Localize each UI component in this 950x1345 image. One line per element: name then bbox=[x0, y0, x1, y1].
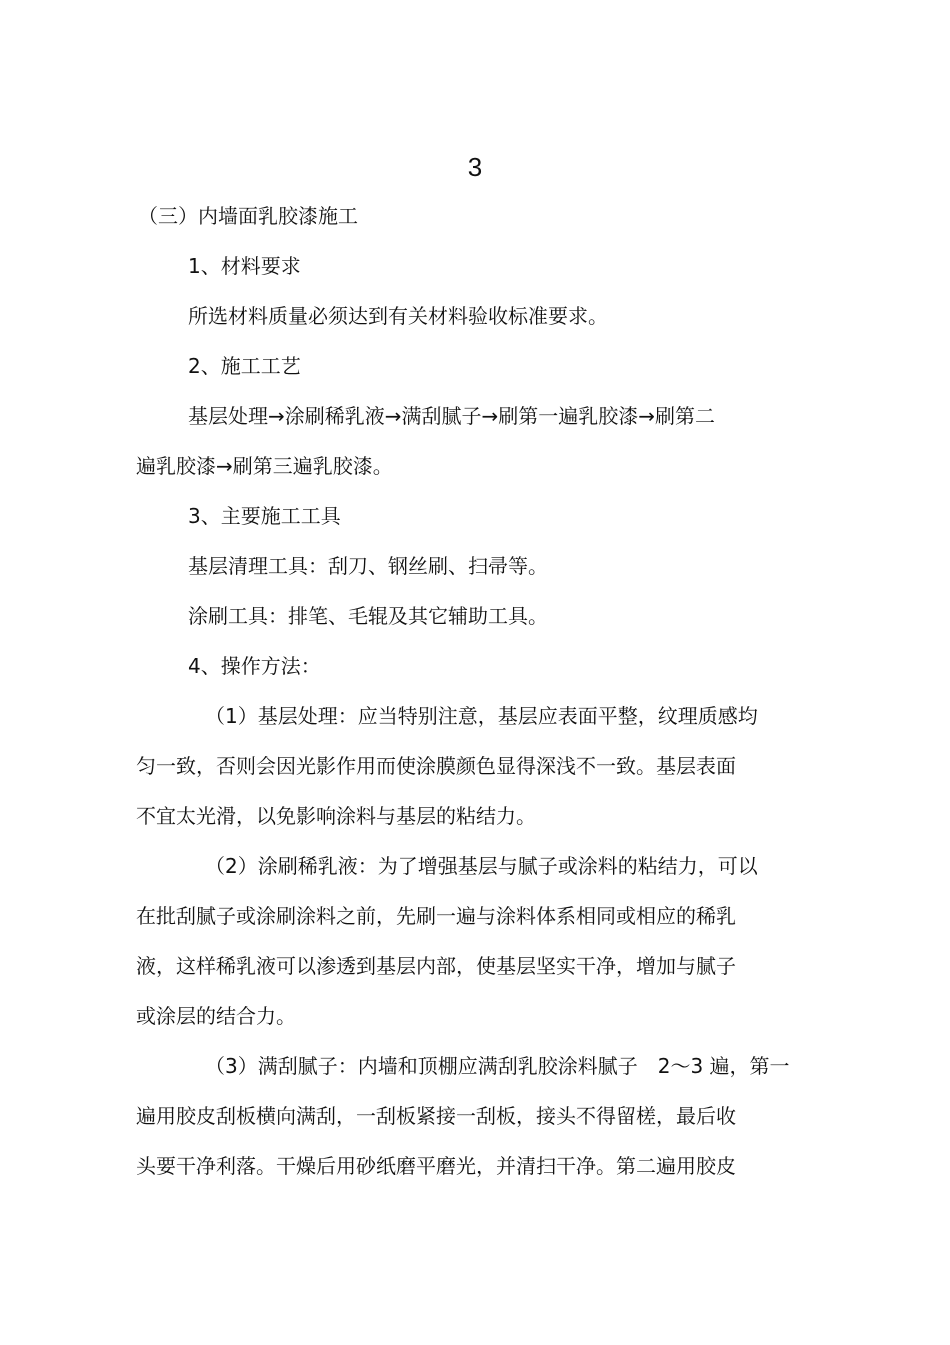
tools-text-line: 基层清理工具：刮刀、钢丝刷、扫帚等。 bbox=[188, 554, 548, 578]
section-heading: （三）内墙面乳胶漆施工 bbox=[138, 204, 358, 228]
method-2-line: 液，这样稀乳液可以渗透到基层内部，使基层坚实干净，增加与腻子 bbox=[136, 954, 736, 978]
page-number: 3 bbox=[467, 152, 483, 182]
method-2-line: 在批刮腻子或涂刷涂料之前，先刷一遍与涂料体系相同或相应的稀乳 bbox=[136, 904, 736, 928]
method-1-line: 匀一致，否则会因光影作用而使涂膜颜色显得深浅不一致。基层表面 bbox=[136, 754, 736, 778]
tools-text-line: 涂刷工具：排笔、毛辊及其它辅助工具。 bbox=[188, 604, 548, 628]
process-text-line: 基层处理→涂刷稀乳液→满刮腻子→刷第一遍乳胶漆→刷第二 bbox=[188, 404, 716, 428]
method-3-line: 头要干净利落。干燥后用砂纸磨平磨光，并清扫干净。第二遍用胶皮 bbox=[136, 1154, 736, 1178]
method-3-line: （3）满刮腻子：内墙和顶棚应满刮乳胶涂料腻子 2～3 遍，第一 bbox=[205, 1054, 790, 1078]
method-heading: 4、操作方法： bbox=[188, 654, 321, 678]
method-1-line: 不宜太光滑，以免影响涂料与基层的粘结力。 bbox=[136, 804, 536, 828]
method-2-line: （2）涂刷稀乳液：为了增强基层与腻子或涂料的粘结力，可以 bbox=[205, 854, 758, 878]
process-heading: 2、施工工艺 bbox=[188, 354, 301, 378]
materials-heading: 1、材料要求 bbox=[188, 254, 301, 278]
tools-heading: 3、主要施工工具 bbox=[188, 504, 341, 528]
method-3-line: 遍用胶皮刮板横向满刮，一刮板紧接一刮板，接头不得留槎，最后收 bbox=[136, 1104, 736, 1128]
materials-text: 所选材料质量必须达到有关材料验收标准要求。 bbox=[188, 304, 608, 328]
process-text-line: 遍乳胶漆→刷第三遍乳胶漆。 bbox=[136, 454, 393, 478]
method-1-line: （1）基层处理：应当特别注意，基层应表面平整，纹理质感均 bbox=[205, 704, 758, 728]
method-2-line: 或涂层的结合力。 bbox=[136, 1004, 296, 1028]
